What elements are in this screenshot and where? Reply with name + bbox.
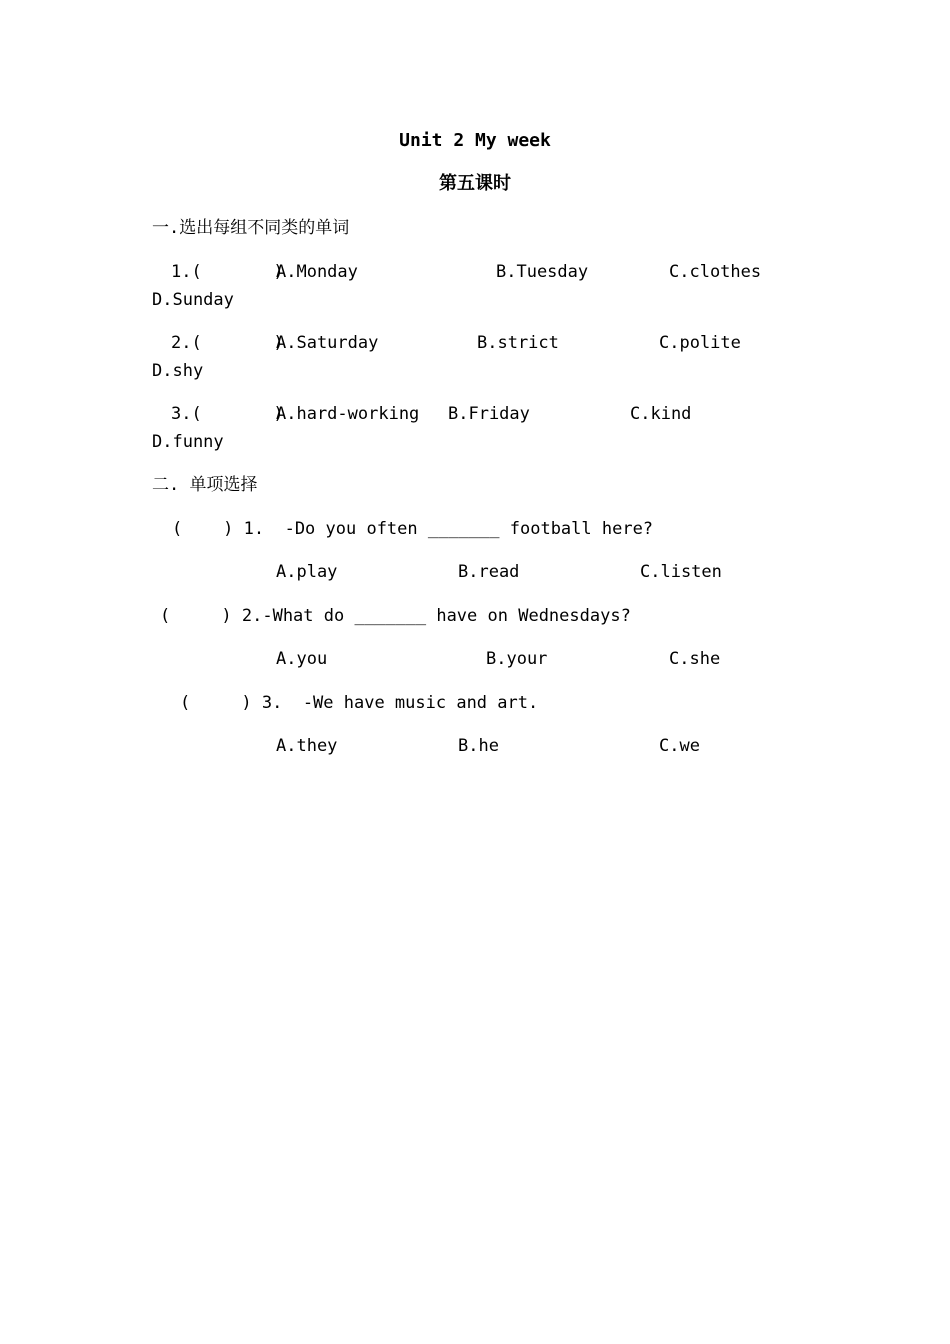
s2-q3-stem: ( ) 3. -We have music and art. [180, 693, 539, 713]
s2-q3-option-b: B.he [458, 736, 499, 756]
s1-q1-option-b: B.Tuesday [496, 262, 589, 282]
s2-q1-option-c: C.listen [640, 562, 722, 582]
s2-q2-option-b: B.your [486, 649, 548, 669]
s1-q1-prefix: 1.( ) [171, 262, 284, 282]
s1-q2-option-d: D.shy [152, 361, 204, 381]
s2-q2-stem: ( ) 2.-What do _______ have on Wednesdays? [160, 606, 631, 626]
s1-q3-option-d: D.funny [152, 432, 224, 452]
section2-heading: 二. 单项选择 [152, 475, 258, 495]
s1-q3-prefix: 3.( ) [171, 404, 284, 424]
s1-q3-option-b: B.Friday [448, 404, 530, 424]
s2-q1-option-b: B.read [458, 562, 520, 582]
s1-q1-option-c: C.clothes [669, 262, 762, 282]
s2-q3-option-c: C.we [659, 736, 700, 756]
lesson-subtitle: 第五课时 [439, 173, 511, 194]
section1-heading: 一.选出每组不同类的单词 [152, 218, 350, 238]
s1-q2-option-c: C.polite [659, 333, 741, 353]
s2-q1-stem: ( ) 1. -Do you often _______ football here? [172, 519, 654, 539]
s2-q1-option-a: A.play [276, 562, 338, 582]
s1-q1-option-a: A.Monday [276, 262, 358, 282]
s2-q3-option-a: A.they [276, 736, 338, 756]
s1-q1-option-d: D.Sunday [152, 290, 234, 310]
s1-q2-option-a: A.Saturday [276, 333, 379, 353]
s1-q2-option-b: B.strict [477, 333, 559, 353]
s1-q2-prefix: 2.( ) [171, 333, 284, 353]
s2-q2-option-c: C.she [669, 649, 721, 669]
page-title: Unit 2 My week [399, 130, 551, 151]
s1-q3-option-c: C.kind [630, 404, 692, 424]
s1-q3-option-a: A.hard-working [276, 404, 420, 424]
s2-q2-option-a: A.you [276, 649, 328, 669]
